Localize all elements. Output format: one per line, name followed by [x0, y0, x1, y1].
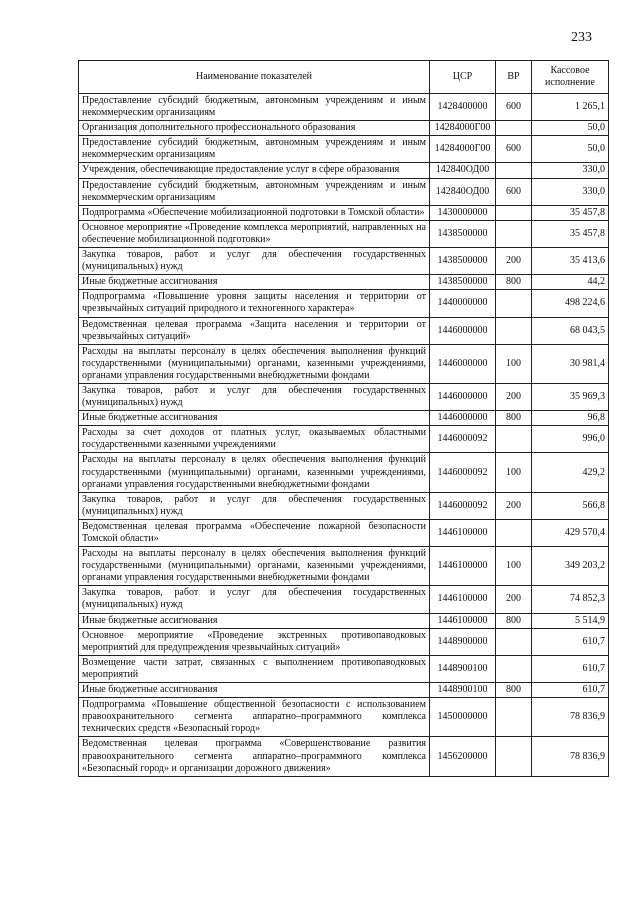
row-csr-cell: 1428400000 [430, 94, 496, 121]
row-vr-cell: 100 [496, 344, 532, 383]
row-name-cell: Учреждения, обеспечивающие предоставление услуг в сфере образования [79, 163, 430, 178]
row-amount-cell: 68 043,5 [532, 317, 609, 344]
row-csr-cell: 1448900100 [430, 655, 496, 682]
table-row [79, 163, 609, 178]
row-amount-cell: 610,7 [532, 655, 609, 682]
header-csr: ЦСР [430, 61, 496, 94]
row-amount-cell: 429,2 [532, 453, 609, 492]
table-row [79, 317, 609, 344]
row-name-cell: Предоставление субсидий бюджетным, автономным учреждениям и иным некоммерческим организациям [79, 136, 430, 163]
row-amount-cell: 330,0 [532, 163, 609, 178]
row-name-cell: Предоставление субсидий бюджетным, автономным учреждениям и иным некоммерческим организациям [79, 178, 430, 205]
row-csr-cell: 14284000Г00 [430, 121, 496, 136]
row-name-cell: Иные бюджетные ассигнования [79, 613, 430, 628]
row-name-cell: Основное мероприятие «Проведение экстренных противопаводковых мероприятий для предупреждения чрезвычайных ситуаций» [79, 628, 430, 655]
row-vr-cell: 200 [496, 248, 532, 275]
row-name-cell: Иные бюджетные ассигнования [79, 411, 430, 426]
row-vr-cell [496, 426, 532, 453]
table-row [79, 248, 609, 275]
row-name-cell: Закупка товаров, работ и услуг для обеспечения государственных (муниципальных) нужд [79, 248, 430, 275]
row-amount-cell: 5 514,9 [532, 613, 609, 628]
row-amount-cell: 330,0 [532, 178, 609, 205]
table-row [79, 205, 609, 220]
row-amount-cell: 50,0 [532, 121, 609, 136]
header-amount: Кассовое исполнение [532, 61, 609, 94]
row-vr-cell: 600 [496, 178, 532, 205]
table-row [79, 613, 609, 628]
row-csr-cell: 1446000092 [430, 492, 496, 519]
row-vr-cell [496, 737, 532, 776]
row-vr-cell [496, 290, 532, 317]
table-row [79, 411, 609, 426]
row-csr-cell: 1446000000 [430, 344, 496, 383]
row-amount-cell: 30 981,4 [532, 344, 609, 383]
row-csr-cell: 1438500000 [430, 275, 496, 290]
row-csr-cell: 14284000Г00 [430, 136, 496, 163]
row-vr-cell: 800 [496, 613, 532, 628]
row-name-cell: Закупка товаров, работ и услуг для обеспечения государственных (муниципальных) нужд [79, 586, 430, 613]
row-amount-cell: 35 457,8 [532, 220, 609, 247]
table-row [79, 220, 609, 247]
row-name-cell: Ведомственная целевая программа «Совершенствование развития правоохранительного сегмента аппаратно–программного комплекса «Безопасный город» и организации дорожного движения» [79, 737, 430, 776]
row-amount-cell: 44,2 [532, 275, 609, 290]
table-row [79, 492, 609, 519]
row-csr-cell: 1446100000 [430, 586, 496, 613]
table-row [79, 290, 609, 317]
row-amount-cell: 35 413,6 [532, 248, 609, 275]
row-csr-cell: 1438500000 [430, 220, 496, 247]
row-csr-cell: 1448900000 [430, 628, 496, 655]
row-amount-cell: 50,0 [532, 136, 609, 163]
row-name-cell: Предоставление субсидий бюджетным, автономным учреждениям и иным некоммерческим организациям [79, 94, 430, 121]
row-name-cell: Подпрограмма «Повышение уровня защиты населения и территории от чрезвычайных ситуаций природного и техногенного характера» [79, 290, 430, 317]
row-csr-cell: 1446100000 [430, 519, 496, 546]
row-vr-cell: 600 [496, 136, 532, 163]
row-name-cell: Закупка товаров, работ и услуг для обеспечения государственных (муниципальных) нужд [79, 383, 430, 410]
row-name-cell: Ведомственная целевая программа «Обеспечение пожарной безопасности Томской области» [79, 519, 430, 546]
row-amount-cell: 78 836,9 [532, 737, 609, 776]
row-vr-cell [496, 519, 532, 546]
row-name-cell: Организация дополнительного профессионального образования [79, 121, 430, 136]
row-csr-cell: 1446000000 [430, 383, 496, 410]
row-name-cell: Подпрограмма «Повышение общественной безопасности с использованием правоохранительного сегмента аппаратно–программного комплекса технических средств «Безопасный город» [79, 698, 430, 737]
header-vr: ВР [496, 61, 532, 94]
table-row [79, 628, 609, 655]
row-csr-cell: 1448900100 [430, 683, 496, 698]
row-name-cell: Подпрограмма «Обеспечение мобилизационной подготовки в Томской области» [79, 205, 430, 220]
table-row [79, 737, 609, 776]
row-vr-cell: 800 [496, 411, 532, 426]
row-csr-cell: 1446000000 [430, 411, 496, 426]
table-row [79, 275, 609, 290]
row-vr-cell [496, 655, 532, 682]
row-vr-cell: 200 [496, 383, 532, 410]
row-csr-cell: 1430000000 [430, 205, 496, 220]
row-vr-cell: 100 [496, 453, 532, 492]
row-csr-cell: 1446000092 [430, 426, 496, 453]
budget-table [78, 60, 609, 777]
row-vr-cell: 200 [496, 492, 532, 519]
page-number: 233 [571, 30, 592, 45]
row-amount-cell: 996,0 [532, 426, 609, 453]
table-row [79, 655, 609, 682]
table-header [79, 61, 609, 94]
row-vr-cell [496, 220, 532, 247]
row-vr-cell: 100 [496, 547, 532, 586]
table-row [79, 426, 609, 453]
row-name-cell: Ведомственная целевая программа «Защита населения и территории от чрезвычайных ситуаций» [79, 317, 430, 344]
row-csr-cell: 1438500000 [430, 248, 496, 275]
row-name-cell: Расходы на выплаты персоналу в целях обеспечения выполнения функций государственными (муниципальными) органами, казенными учреждениями, органами управления государственными внебюджетными фондами [79, 344, 430, 383]
row-vr-cell [496, 317, 532, 344]
table-row [79, 547, 609, 586]
row-vr-cell [496, 628, 532, 655]
row-csr-cell: 142840ОД00 [430, 178, 496, 205]
row-name-cell: Основное мероприятие «Проведение комплекса мероприятий, направленных на обеспечение мобилизационной подготовки» [79, 220, 430, 247]
row-amount-cell: 74 852,3 [532, 586, 609, 613]
row-csr-cell: 1446000000 [430, 317, 496, 344]
row-amount-cell: 566,8 [532, 492, 609, 519]
row-amount-cell: 1 265,1 [532, 94, 609, 121]
table-body [79, 94, 609, 777]
row-amount-cell: 78 836,9 [532, 698, 609, 737]
row-vr-cell [496, 698, 532, 737]
row-csr-cell: 1446000092 [430, 453, 496, 492]
row-name-cell: Иные бюджетные ассигнования [79, 275, 430, 290]
row-amount-cell: 610,7 [532, 683, 609, 698]
row-name-cell: Иные бюджетные ассигнования [79, 683, 430, 698]
row-vr-cell [496, 163, 532, 178]
table-row [79, 519, 609, 546]
row-amount-cell: 498 224,6 [532, 290, 609, 317]
row-name-cell: Возмещение части затрат, связанных с выполнением противопаводковых мероприятий [79, 655, 430, 682]
row-amount-cell: 610,7 [532, 628, 609, 655]
row-vr-cell [496, 205, 532, 220]
table-row [79, 383, 609, 410]
row-csr-cell: 1450000000 [430, 698, 496, 737]
row-amount-cell: 35 457,8 [532, 205, 609, 220]
table-row [79, 698, 609, 737]
row-amount-cell: 35 969,3 [532, 383, 609, 410]
row-csr-cell: 1446100000 [430, 613, 496, 628]
row-name-cell: Расходы на выплаты персоналу в целях обеспечения выполнения функций государственными (муниципальными) органами, казенными учреждениями, органами управления государственными внебюджетными фондами [79, 547, 430, 586]
table-row [79, 121, 609, 136]
table-row [79, 136, 609, 163]
row-csr-cell: 1440000000 [430, 290, 496, 317]
table-row [79, 178, 609, 205]
table-row [79, 94, 609, 121]
row-csr-cell: 1446100000 [430, 547, 496, 586]
row-csr-cell: 142840ОД00 [430, 163, 496, 178]
row-csr-cell: 1456200000 [430, 737, 496, 776]
row-vr-cell: 200 [496, 586, 532, 613]
row-vr-cell: 800 [496, 683, 532, 698]
row-amount-cell: 429 570,4 [532, 519, 609, 546]
row-amount-cell: 349 203,2 [532, 547, 609, 586]
table-row [79, 453, 609, 492]
row-vr-cell [496, 121, 532, 136]
header-name: Наименование показателей [79, 61, 430, 94]
row-amount-cell: 96,8 [532, 411, 609, 426]
table-row [79, 344, 609, 383]
row-vr-cell: 800 [496, 275, 532, 290]
row-name-cell: Расходы на выплаты персоналу в целях обеспечения выполнения функций государственными (муниципальными) органами, казенными учреждениями, органами управления государственными внебюджетными фондами [79, 453, 430, 492]
table-row [79, 586, 609, 613]
row-vr-cell: 600 [496, 94, 532, 121]
table-row [79, 683, 609, 698]
row-name-cell: Расходы за счет доходов от платных услуг, оказываемых областными государственными казенными учреждениями [79, 426, 430, 453]
row-name-cell: Закупка товаров, работ и услуг для обеспечения государственных (муниципальных) нужд [79, 492, 430, 519]
